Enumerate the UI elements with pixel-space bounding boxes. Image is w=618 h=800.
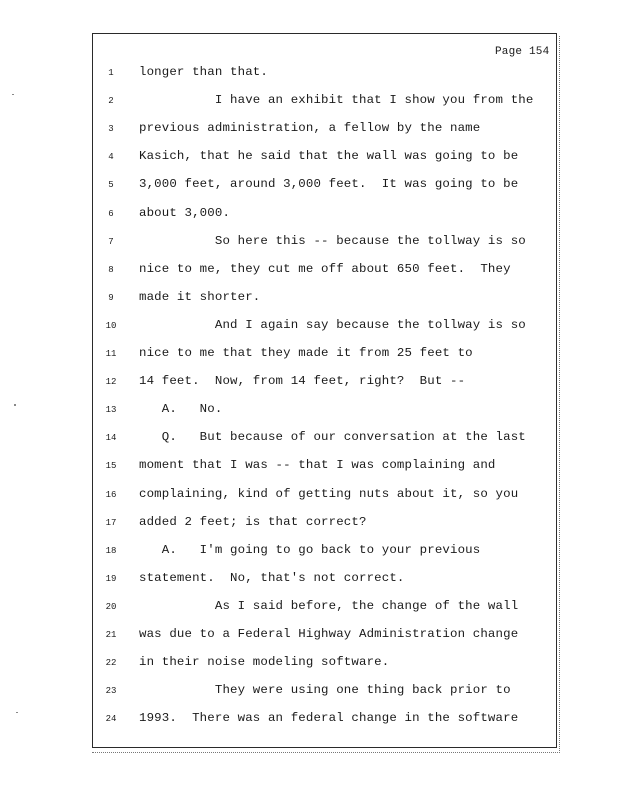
line-number: 15 <box>105 461 117 472</box>
scan-speck <box>14 404 16 406</box>
line-number: 10 <box>105 320 117 331</box>
transcript-line <box>0 428 618 448</box>
transcript-line <box>0 653 618 673</box>
transcript-line <box>0 147 618 167</box>
transcript-line <box>0 91 618 111</box>
transcript-line <box>0 400 618 420</box>
transcript-line <box>0 569 618 589</box>
transcript-line <box>0 485 618 505</box>
line-number: 20 <box>105 601 117 612</box>
line-text: Kasich, that he said that the wall was going to be <box>139 149 519 164</box>
transcript-line <box>0 372 618 392</box>
line-text: nice to me that they made it from 25 feet to <box>139 346 473 360</box>
line-text: longer than that. <box>139 65 268 79</box>
line-number: 7 <box>108 236 114 247</box>
line-text: I have an exhibit that I show you from the <box>139 93 534 108</box>
line-text: They were using one thing back prior to <box>139 683 511 698</box>
line-text: was due to a Federal Highway Administration change <box>139 627 519 641</box>
transcript-line <box>0 625 618 645</box>
line-number: 11 <box>105 349 117 359</box>
scan-speck <box>12 94 14 95</box>
line-text: in their noise modeling software. <box>139 655 390 670</box>
line-number: 12 <box>105 377 117 388</box>
line-number: 14 <box>105 433 117 444</box>
line-text: 1993. There was an federal change in the software <box>139 711 519 726</box>
line-text: added 2 feet; is that correct? <box>139 514 367 529</box>
transcript-line <box>0 63 618 83</box>
line-text: And I again say because the tollway is so <box>139 317 526 332</box>
line-number: 16 <box>105 489 117 500</box>
line-number: 24 <box>105 714 117 725</box>
line-text: 3,000 feet, around 3,000 feet. It was going to be <box>139 177 519 192</box>
transcript-line <box>0 260 618 280</box>
line-number: 23 <box>105 686 117 697</box>
transcript-line <box>0 204 618 224</box>
line-text: made it shorter. <box>139 289 261 304</box>
line-text: As I said before, the change of the wall <box>139 598 519 613</box>
transcript-line <box>0 288 618 308</box>
line-text: nice to me, they cut me off about 650 feet. They <box>139 261 511 276</box>
scan-speck <box>16 712 18 713</box>
line-number: 19 <box>105 573 117 584</box>
line-number: 5 <box>108 180 114 191</box>
line-text: Q. But because of our conversation at the last <box>139 430 526 445</box>
line-number: 22 <box>105 658 117 669</box>
line-text: moment that I was -- that I was complaining and <box>139 458 496 473</box>
transcript-line <box>0 456 618 476</box>
transcript-line <box>0 344 618 364</box>
line-text: about 3,000. <box>139 205 231 220</box>
line-text: A. No. <box>139 402 223 417</box>
line-number: 21 <box>105 630 117 640</box>
line-text: previous administration, a fellow by the name <box>139 121 481 136</box>
line-number: 17 <box>105 517 117 528</box>
transcript-line <box>0 316 618 336</box>
transcript-line <box>0 541 618 561</box>
line-number: 6 <box>108 208 114 219</box>
line-number: 2 <box>108 96 114 107</box>
line-number: 1 <box>108 68 114 78</box>
line-number: 18 <box>105 545 117 556</box>
transcript-line <box>0 597 618 617</box>
transcript-line <box>0 175 618 195</box>
transcript-line <box>0 681 618 701</box>
line-number: 3 <box>108 124 114 135</box>
line-number: 8 <box>108 264 114 275</box>
line-text: 14 feet. Now, from 14 feet, right? But -- <box>139 374 466 389</box>
page-number: Page 154 <box>495 46 550 58</box>
line-number: 13 <box>105 405 117 416</box>
transcript-line <box>0 232 618 252</box>
line-number: 9 <box>108 292 114 303</box>
page-bottom-border <box>92 752 560 753</box>
transcript-line <box>0 513 618 533</box>
line-text: So here this -- because the tollway is so <box>139 233 526 248</box>
line-text: complaining, kind of getting nuts about it, so you <box>139 486 519 501</box>
transcript-line <box>0 709 618 729</box>
line-text: A. I'm going to go back to your previous <box>139 542 481 557</box>
transcript-line <box>0 119 618 139</box>
line-text: statement. No, that's not correct. <box>139 570 405 585</box>
line-number: 4 <box>108 152 114 163</box>
